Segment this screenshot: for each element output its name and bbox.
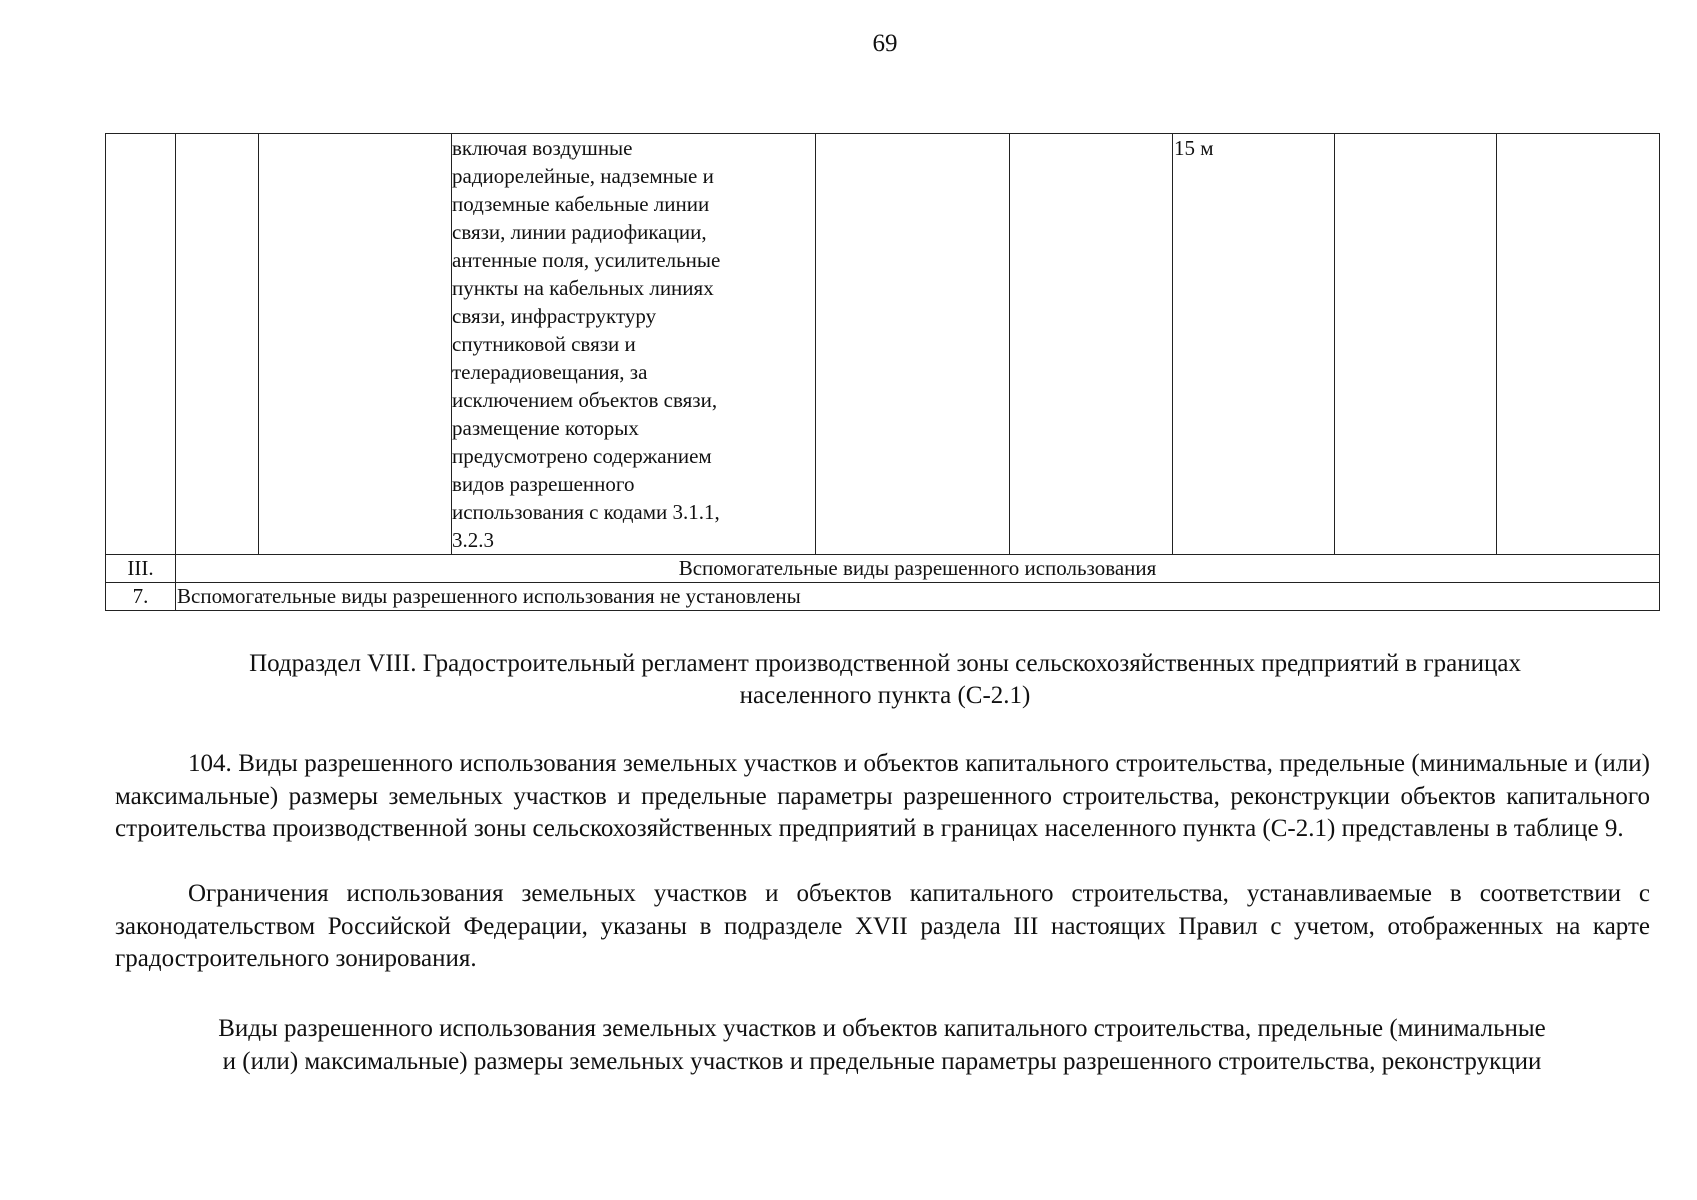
table-cell-type	[259, 134, 452, 555]
note-text: Вспомогательные виды разрешенного использования не установлены	[176, 583, 1660, 611]
description-line: связи, линии радиофикации,	[452, 220, 707, 244]
section-title: Вспомогательные виды разрешенного использования	[176, 555, 1660, 583]
description-line: связи, инфраструктуру	[452, 304, 657, 328]
table-cell-empty	[1335, 134, 1497, 555]
description-line: 3.2.3	[452, 528, 494, 552]
description-line: подземные кабельные линии	[452, 192, 710, 216]
description-line: включая воздушные	[452, 136, 633, 160]
description-line: предусмотрено содержанием	[452, 444, 712, 468]
table-cell-empty	[816, 134, 1010, 555]
description-line: исключением объектов связи,	[452, 388, 718, 412]
table-cell-empty	[1010, 134, 1173, 555]
table-cell-description	[452, 134, 816, 555]
table-row-note	[106, 583, 1660, 611]
subsection-title-line: населенного пункта (С-2.1)	[739, 682, 1031, 709]
description-line: пункты на кабельных линиях	[452, 276, 714, 300]
description-line: телерадиовещания, за	[452, 360, 648, 384]
table-cell-empty	[1497, 134, 1660, 555]
description-line: антенные поля, усилительные	[452, 248, 721, 272]
table-cell-distance: 15 м	[1173, 134, 1335, 555]
description-line: видов разрешенного	[452, 472, 635, 496]
description-line: размещение которых	[452, 416, 639, 440]
table-cell-code	[176, 134, 259, 555]
table-caption-line: Виды разрешенного использования земельных участков и объектов капитального строительства, предельные (минимальные	[218, 1015, 1546, 1042]
table-row	[106, 134, 1660, 555]
table-cell-number	[106, 134, 176, 555]
table-row-section	[106, 555, 1660, 583]
paragraph: 104. Виды разрешенного использования земельных участков и объектов капитального строительства, предельные (минимальные и (или) максимальные) размеры земельных участков и предельные параметры разрешенного строительства, реконструкции объектов капитального строительства производственной зоны сельскохозяйственных предприятий в границах населенного пункта (С-2.1) представлены в таблице 9.	[115, 750, 1650, 842]
table-caption	[105, 1012, 1659, 1078]
paragraph: Ограничения использования земельных участков и объектов капитального строительства, устанавливаемые в соответствии с законодательством Российской Федерации, указаны в подразделе XVII раздела III настоящих Правил с учетом, отображенных на карте градостроительного зонирования.	[115, 880, 1650, 972]
description-line: спутниковой связи и	[452, 332, 636, 356]
regulation-table	[105, 133, 1660, 611]
description-line: радиорелейные, надземные и	[452, 164, 714, 188]
subsection-title	[130, 648, 1640, 712]
description-line: использования с кодами 3.1.1,	[452, 500, 720, 524]
subsection-title-line: Подраздел VIII. Градостроительный регламент производственной зоны сельскохозяйственных предприятий в границах	[249, 650, 1521, 677]
section-number: III.	[106, 555, 176, 583]
page-number: 69	[872, 30, 898, 57]
table-caption-line: и (или) максимальные) размеры земельных участков и предельные параметры разрешенного строительства, реконструкции	[222, 1048, 1542, 1075]
note-number: 7.	[106, 583, 176, 611]
